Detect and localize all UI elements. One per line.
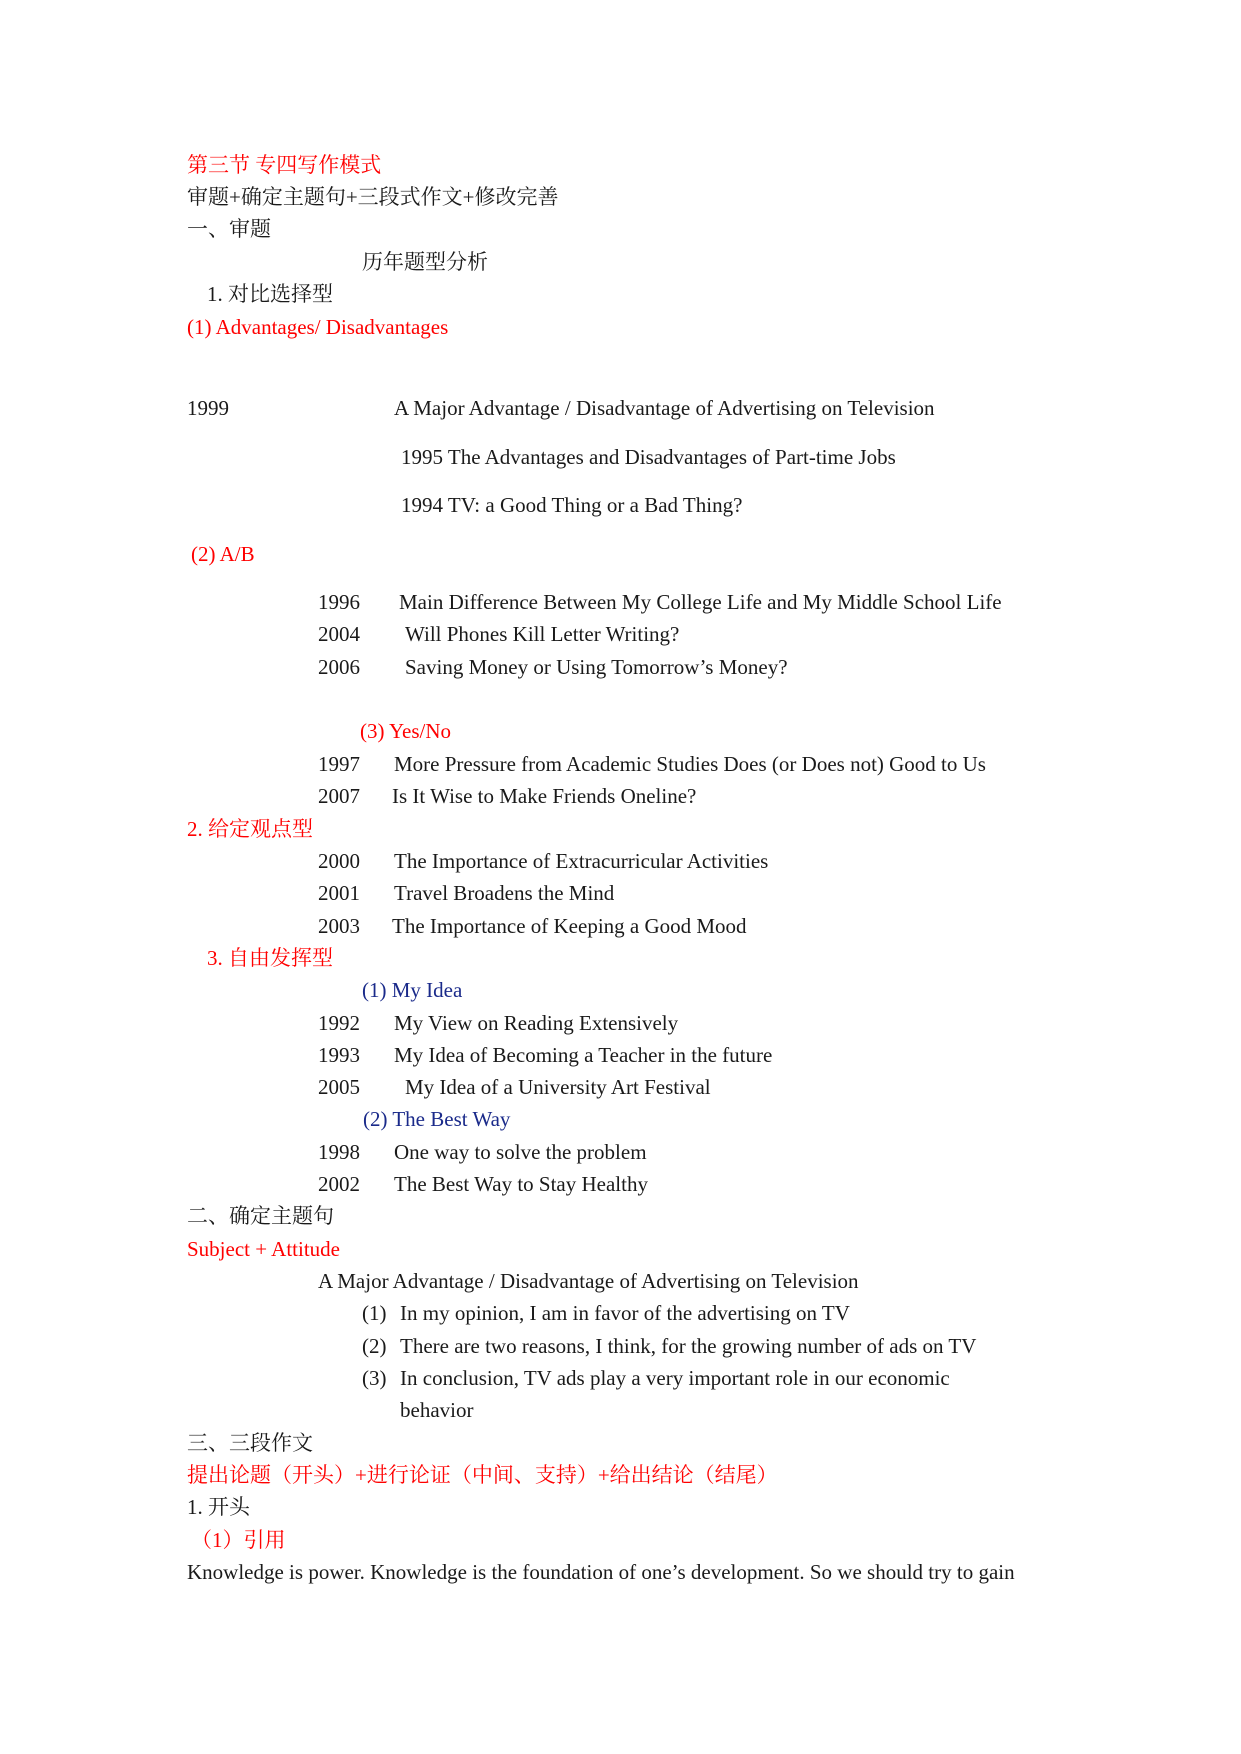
ab-title: Will Phones Kill Letter Writing? (405, 622, 680, 646)
example-title: A Major Advantage / Disadvantage of Advertising on Television (318, 1269, 859, 1293)
adv-1999-year: 1999 (187, 396, 229, 420)
type3-heading: 3. 自由发挥型 (207, 946, 333, 970)
ab-title: Main Difference Between My College Life and My Middle School Life (399, 590, 1002, 614)
ab-year: 2006 (318, 655, 360, 679)
way-title: One way to solve the problem (394, 1140, 647, 1164)
type3-sub2: (2) The Best Way (363, 1107, 511, 1131)
idea-title: My Idea of Becoming a Teacher in the future (394, 1043, 773, 1067)
view-title: Travel Broadens the Mind (394, 881, 615, 905)
adv-1995: 1995 The Advantages and Disadvantages of Part-time Jobs (401, 445, 896, 469)
idea-year: 1992 (318, 1011, 360, 1035)
idea-title: My View on Reading Extensively (394, 1011, 679, 1035)
opening-heading: 1. 开头 (187, 1495, 250, 1519)
yn-year: 1997 (318, 752, 360, 776)
idea-year: 2005 (318, 1075, 360, 1099)
view-year: 2000 (318, 849, 360, 873)
example-num: (2) (362, 1334, 387, 1358)
example-sentence: In conclusion, TV ads play a very important role in our economic (400, 1366, 950, 1390)
type1-sub3: (3) Yes/No (360, 719, 452, 743)
ab-year: 1996 (318, 590, 360, 614)
yn-year: 2007 (318, 784, 360, 808)
part2-heading: 二、确定主题句 (187, 1204, 334, 1228)
ab-year: 2004 (318, 622, 360, 646)
way-title: The Best Way to Stay Healthy (394, 1172, 648, 1196)
type1-sub2: (2) A/B (191, 542, 255, 566)
section-title: 第三节 专四写作模式 (187, 153, 382, 177)
idea-title: My Idea of a University Art Festival (405, 1075, 711, 1099)
yn-title: Is It Wise to Make Friends Oneline? (392, 784, 697, 808)
part3-heading: 三、三段作文 (187, 1431, 313, 1455)
view-title: The Importance of Extracurricular Activities (394, 849, 769, 873)
part2-formula: Subject + Attitude (187, 1237, 340, 1261)
adv-1999-title: A Major Advantage / Disadvantage of Advertising on Television (394, 396, 935, 420)
quote-heading: （1）引用 (191, 1528, 286, 1552)
yn-title: More Pressure from Academic Studies Does (or Does not) Good to Us (394, 752, 986, 776)
type2-heading: 2. 给定观点型 (187, 817, 313, 841)
part3-formula: 提出论题（开头）+进行论证（中间、支持）+给出结论（结尾） (187, 1463, 778, 1487)
ab-title: Saving Money or Using Tomorrow’s Money? (405, 655, 788, 679)
type3-sub1: (1) My Idea (362, 978, 463, 1002)
example-num: (3) (362, 1366, 387, 1390)
way-year: 1998 (318, 1140, 360, 1164)
type1-heading: 1. 对比选择型 (207, 282, 333, 306)
writing-formula: 审题+确定主题句+三段式作文+修改完善 (187, 185, 559, 209)
example-continuation: behavior (400, 1398, 474, 1422)
quote-text: Knowledge is power. Knowledge is the foundation of one’s development. So we should try to gain (187, 1560, 1015, 1584)
example-sentence: There are two reasons, I think, for the growing number of ads on TV (400, 1334, 977, 1358)
example-num: (1) (362, 1301, 387, 1325)
analysis-title: 历年题型分析 (362, 250, 488, 274)
type1-sub1: (1) Advantages/ Disadvantages (187, 315, 449, 339)
idea-year: 1993 (318, 1043, 360, 1067)
way-year: 2002 (318, 1172, 360, 1196)
part1-heading: 一、审题 (187, 217, 271, 241)
adv-1994: 1994 TV: a Good Thing or a Bad Thing? (401, 493, 743, 517)
view-year: 2001 (318, 881, 360, 905)
view-title: The Importance of Keeping a Good Mood (392, 914, 747, 938)
example-sentence: In my opinion, I am in favor of the advertising on TV (400, 1301, 850, 1325)
view-year: 2003 (318, 914, 360, 938)
